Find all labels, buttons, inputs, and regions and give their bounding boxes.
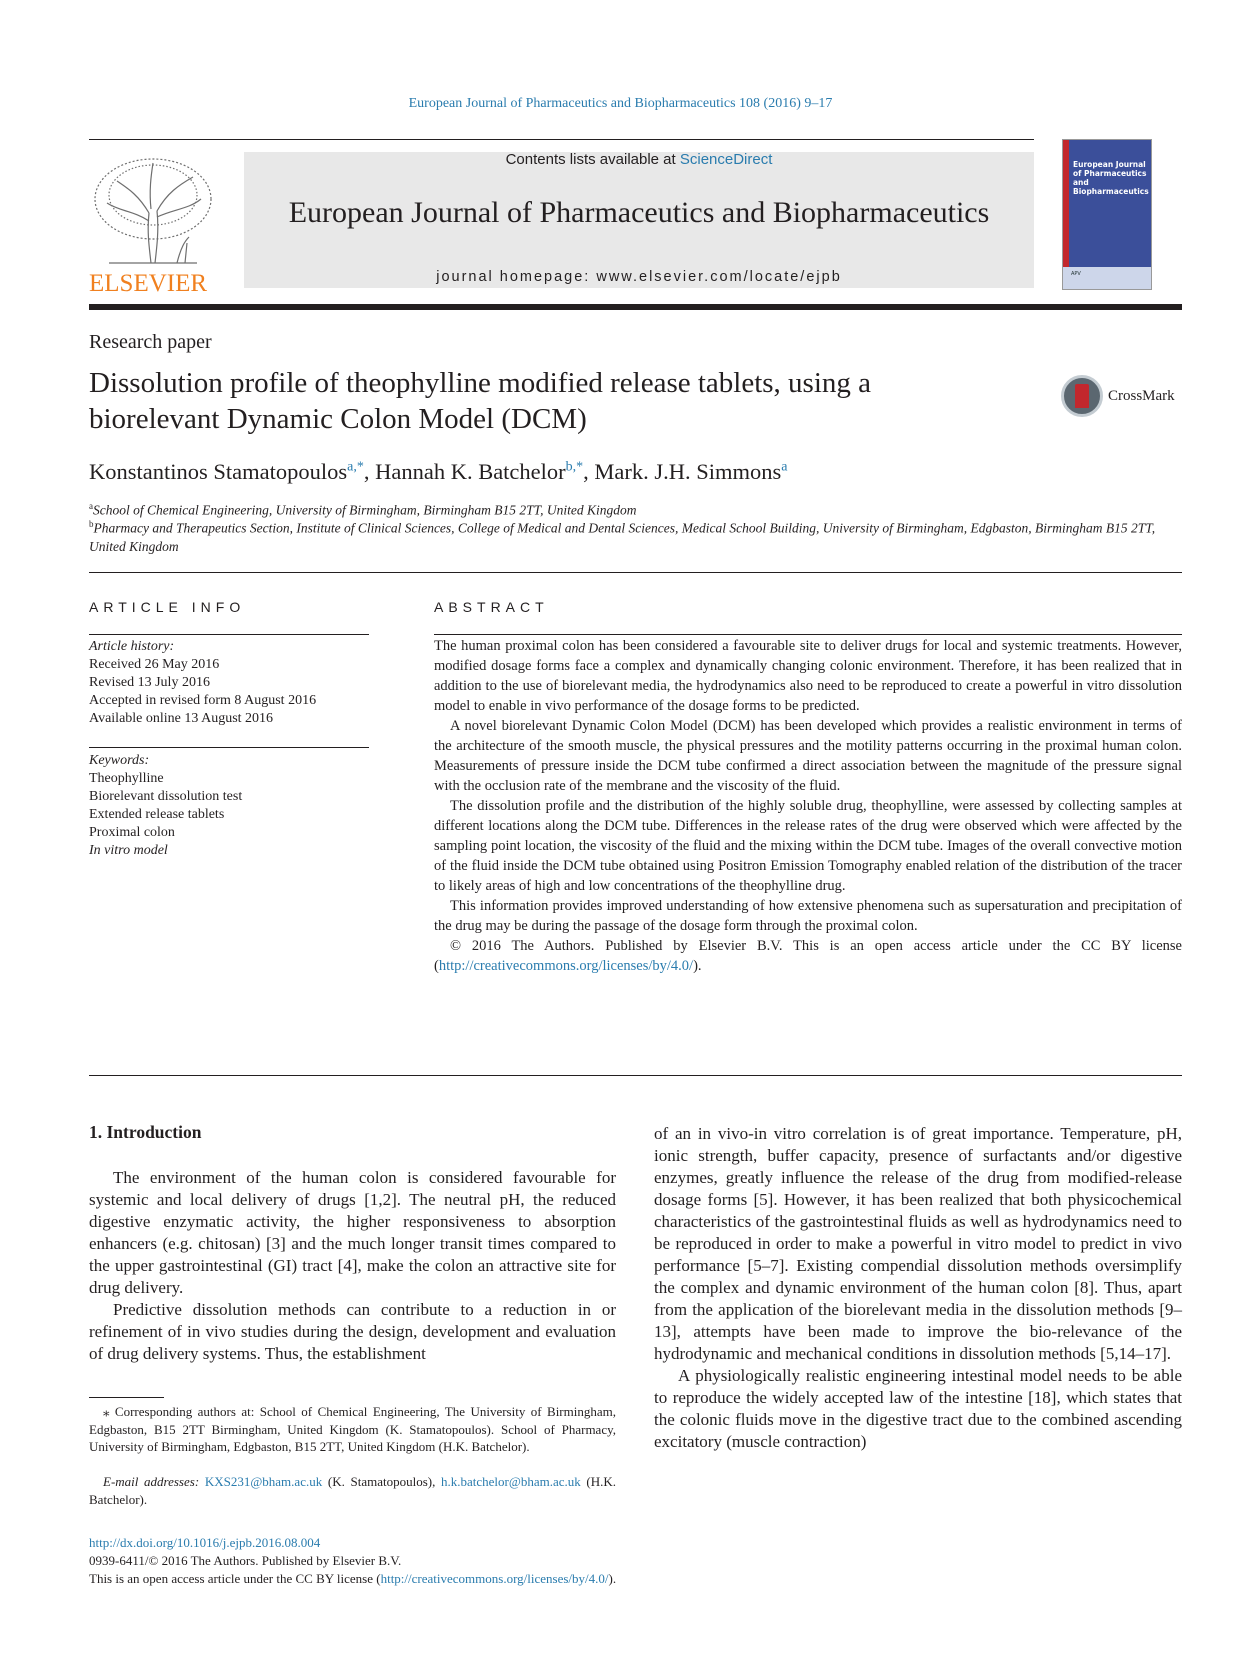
email-footnote (89, 1473, 616, 1508)
cover-apv-logo: APV (1071, 271, 1081, 277)
section-rule (89, 572, 1182, 573)
license-link[interactable]: http://creativecommons.org/licenses/by/4.0/ (438, 958, 694, 974)
abstract-heading: ABSTRACT (434, 599, 549, 615)
intro-right-column (654, 1123, 1182, 1453)
article-info-rule (89, 634, 369, 635)
abstract-body (434, 636, 1182, 976)
title-line-1: Dissolution profile of theophylline modified release tablets, using a (89, 367, 872, 399)
copyright-end: ). (693, 958, 702, 974)
abstract-paragraph: The human proximal colon has been considered a favourable site to deliver drugs for local and systemic treatments. However, modified dosage forms face a complex and dynamically changing colonic environment. Therefore, it has been realized that in addition to the use of biorelevant media, the hydrodynamics also need to be reproduced to create a powerful in vitro dissolution model to enable in vivo performance of the dosage forms to be predicted. (434, 638, 1182, 714)
keywords-rule (89, 747, 369, 748)
history-item: Revised 13 July 2016 (89, 675, 210, 690)
keyword: In vitro model (89, 843, 168, 858)
elsevier-logo (89, 151, 217, 293)
crossmark-label: CrossMark (1108, 388, 1175, 404)
abstract-rule (434, 634, 1182, 635)
author-name: Konstantinos Stamatopoulos (89, 459, 348, 484)
sciencedirect-link[interactable]: ScienceDirect (679, 151, 773, 168)
keyword: Extended release tablets (89, 807, 225, 822)
contents-line (244, 151, 1034, 168)
title-line-2: biorelevant Dynamic Colon Model (DCM) (89, 403, 587, 435)
keyword: Proximal colon (89, 825, 175, 840)
body-rule (89, 1075, 1182, 1076)
email-owner: (K. Stamatopoulos), (322, 1474, 441, 1489)
abstract-paragraph: This information provides improved understanding of how extensive phenomena such as supersaturation and precipitation of the drug may be during the passage of the dosage form through the proximal colon. (434, 898, 1182, 934)
keywords (89, 752, 369, 860)
author-marks[interactable]: b,* (565, 459, 584, 475)
article-history (89, 638, 369, 728)
license-line (89, 1570, 616, 1588)
corresponding-footnote: ⁎ Corresponding authors at: School of Chemical Engineering, The University of Birmingham, Edgbaston, B15 2TT Birmingham, United Kingdom (K. Stamatopoulos). School of Pharmacy, University of Birmingham, Edgbaston, B15 2TT, United Kingdom (H.K. Batchelor). (89, 1404, 616, 1454)
journal-title: European Journal of Pharmaceutics and Biopharmaceutics (288, 196, 990, 229)
intro-paragraph: The environment of the human colon is considered favourable for systemic and local delivery of drugs [1,2]. The neutral pH, the reduced digestive enzymatic activity, the higher responsiveness to absorption enhancers (e.g. chitosan) [3] and the much longer transit times compared to the upper gastrointestinal (GI) tract [4], make the colon an attractive site for drug delivery. (89, 1168, 616, 1297)
crossmark-icon (1061, 375, 1103, 417)
cover-footer (1063, 267, 1151, 289)
email-link[interactable]: KXS231@bham.ac.uk (204, 1474, 323, 1489)
cover-title: European Journal of Pharmaceutics and Biopharmaceutics (1073, 160, 1149, 196)
keywords-label: Keywords: (89, 753, 150, 768)
author-marks[interactable]: a,* (347, 459, 364, 475)
journal-homepage[interactable]: journal homepage: www.elsevier.com/locate/ejpb (436, 269, 842, 285)
section-heading-introduction: 1. Introduction (89, 1122, 202, 1142)
intro-paragraph: Predictive dissolution methods can contribute to a reduction in or refinement of in vivo studies during the design, development and evaluation of drug delivery systems. Thus, the establishment (89, 1300, 616, 1363)
email-owner: (H.K. Batchelor). (89, 1474, 617, 1507)
affiliation-text: School of Chemical Engineering, University of Birmingham, Birmingham B15 2TT, United Kingdom (93, 502, 637, 518)
author-name: Mark. J.H. Simmons (594, 459, 782, 484)
author-separator: , (363, 459, 376, 484)
license-end: ). (608, 1571, 617, 1586)
affiliation-b (89, 515, 1179, 556)
author-separator: , (583, 459, 595, 484)
crossmark-badge[interactable] (1061, 375, 1175, 419)
email-label: E-mail addresses: (103, 1474, 200, 1489)
abstract-paragraph: The dissolution profile and the distribution of the highly soluble drug, theophylline, were assessed by collecting samples at different locations along the DCM tube. Differences in the release rates of the drug were observed which were affected by the sampling point location, the viscosity of the fluid and the mixing within the DCM tube. Images of the overall convective motion of the fluid inside the DCM tube obtained using Positron Emission Tomography enabled relation of the distribution of the tracer to likely areas of high and low concentrations of the theophylline drug. (434, 798, 1182, 894)
footnote-rule (89, 1397, 164, 1398)
intro-left-column (89, 1167, 616, 1365)
history-item: Received 26 May 2016 (89, 657, 220, 672)
keyword: Biorelevant dissolution test (89, 789, 243, 804)
affiliation-mark: a (89, 501, 93, 511)
history-item: Accepted in revised form 8 August 2016 (89, 693, 317, 708)
author-marks[interactable]: a (781, 459, 788, 475)
article-type: Research paper (89, 331, 212, 353)
issn-line: 0939-6411/© 2016 The Authors. Published by Elsevier B.V. (89, 1553, 402, 1568)
contents-prefix: Contents lists available at (505, 151, 680, 168)
license-link[interactable]: http://creativecommons.org/licenses/by/4.0/ (380, 1571, 609, 1586)
author-list (89, 459, 788, 485)
email-link[interactable]: h.k.batchelor@bham.ac.uk (440, 1474, 581, 1489)
journal-citation[interactable]: European Journal of Pharmaceutics and Biopharmaceutics 108 (2016) 9–17 (408, 96, 833, 111)
doi-link[interactable]: http://dx.doi.org/10.1016/j.ejpb.2016.08.004 (89, 1535, 321, 1550)
intro-paragraph: of an in vivo-in vitro correlation is of great importance. Temperature, pH, ionic strength, buffer capacity, presence of surfactants and/or digestive enzymes, greatly influence the release of the drug from modified-release dosage forms [5]. However, it has been realized that both physicochemical characteristics of the gastrointestinal fluids as well as hydrodynamics need to be reproduced in order to make a powerful in vitro model to predict in vivo performance [5–7]. Existing compendial dissolution methods oversimplify the complex and dynamic environment of the human colon [8]. Thus, apart from the application of the biorelevant media in the dissolution methods [9–13], attempts have been made to improve the bio-relevance of the hydrodynamic and mechanical conditions in dissolution methods [5,14–17]. (654, 1124, 1182, 1363)
article-info-heading: ARTICLE INFO (89, 599, 246, 615)
history-item: Available online 13 August 2016 (89, 711, 274, 726)
affiliation-text: Pharmacy and Therapeutics Section, Institute of Clinical Sciences, College of Medical and Dental Sciences, Medical School Building, University of Birmingham, Edgbaston, Birmingham B15 2TT, United Kingdom (89, 520, 1156, 554)
history-label: Article history: (89, 639, 175, 654)
intro-paragraph: A physiologically realistic engineering intestinal model needs to be able to reproduce the widely accepted law of the intestine [18], which states that the colonic fluids move in the digestive tract due to the combined ascending excitatory (muscle contraction) (654, 1366, 1182, 1451)
abstract-copyright (434, 936, 1182, 976)
header-rule (89, 139, 1034, 140)
copyright-text: © 2016 The Authors. Published by Elsevier B.V. This is an open access article under the CC BY license ( (434, 938, 1182, 974)
author-name: Hannah K. Batchelor (375, 459, 566, 484)
header-thick-rule (89, 304, 1182, 310)
journal-cover-image (1062, 139, 1152, 290)
license-prefix: This is an open access article under the CC BY license ( (89, 1571, 381, 1586)
affiliation-mark: b (89, 519, 94, 529)
abstract-paragraph: A novel biorelevant Dynamic Colon Model (DCM) has been developed which provides a realistic environment in terms of the architecture of the smooth muscle, the physical pressures and the motility patterns occurring in the proximal human colon. Measurements of pressure inside the DCM tube confirmed a direct association between the magnitude of the pressure signal with the occlusion rate of the membrane and the viscosity of the fluid. (434, 718, 1182, 794)
keyword: Theophylline (89, 771, 164, 786)
svg-text:ELSEVIER: ELSEVIER (89, 270, 208, 293)
article-title (89, 365, 1009, 437)
elsevier-tree-icon (89, 151, 217, 293)
